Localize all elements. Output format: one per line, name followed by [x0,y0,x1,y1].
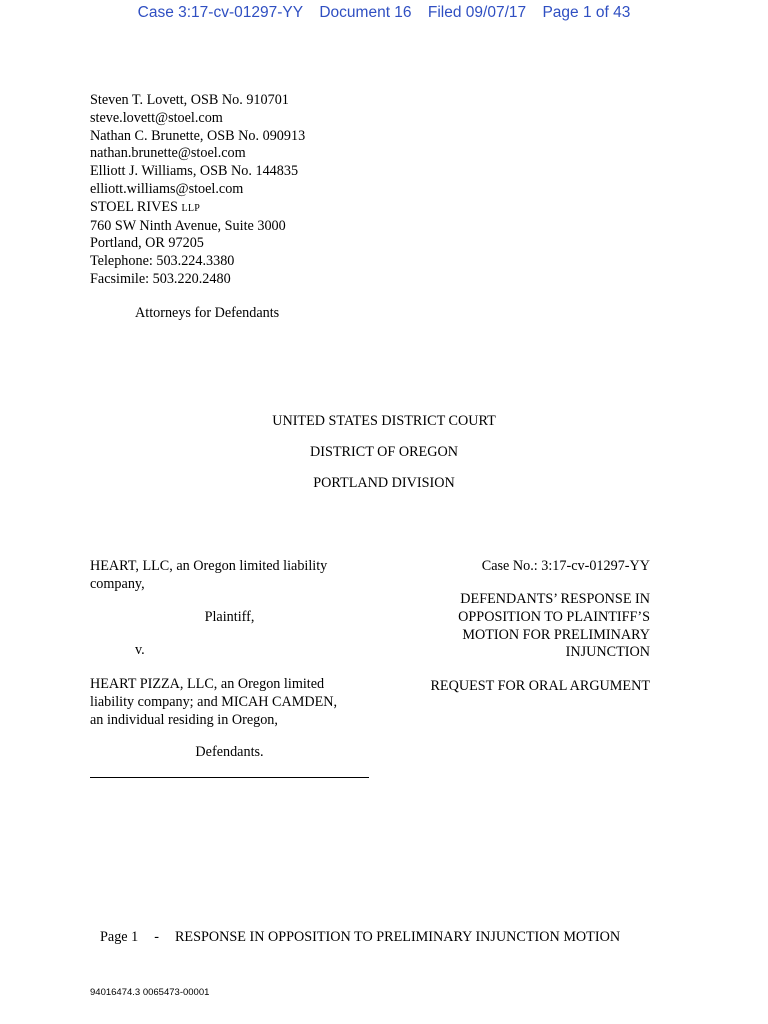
attorneys-for-label: Attorneys for Defendants [135,305,280,321]
attorney-line: Steven T. Lovett, OSB No. 910701 [90,92,289,108]
firm-address: 760 SW Ninth Avenue, Suite 3000 [90,217,286,234]
attorney-email: nathan.brunette@stoel.com [90,145,246,162]
oral-argument-request: REQUEST FOR ORAL ARGUMENT [430,678,650,694]
court-division: PORTLAND DIVISION [313,475,455,491]
document-id: 94016474.3 0065473-00001 [90,987,210,998]
attorney-block [90,92,305,289]
versus-label: v. [135,642,145,658]
court-district: DISTRICT OF OREGON [310,444,458,460]
attorney-email: elliott.williams@stoel.com [90,180,244,197]
firm-city: Portland, OR 97205 [90,235,204,252]
court-name: UNITED STATES DISTRICT COURT [272,413,496,429]
stamp-case-number: Case 3:17-cv-01297-YY [137,4,304,21]
firm-name-text: STOEL RIVES [90,198,178,215]
document-title-line: DEFENDANTS’ RESPONSE IN [460,591,650,607]
plaintiff-role: Plaintiff, [204,609,255,625]
stamp-page-count: Page 1 of 43 [542,4,631,21]
case-number: Case No.: 3:17-cv-01297-YY [481,558,650,574]
firm-facsimile: Facsimile: 503.220.2480 [90,270,231,287]
footer-title: RESPONSE IN OPPOSITION TO PRELIMINARY INJUNCTION MOTION [174,929,621,945]
caption-rule [90,777,369,778]
defendant-line: HEART PIZZA, LLC, an Oregon limited [90,676,325,692]
footer-dash: - [154,929,159,945]
footer-page-label: Page 1 [100,929,139,945]
defendant-description [90,676,337,729]
attorney-line: Nathan C. Brunette, OSB No. 090913 [90,127,306,144]
plaintiff-line: company, [90,575,145,592]
ecf-header-stamp [0,4,768,22]
defendant-role: Defendants. [195,744,264,760]
document-title [458,591,650,662]
attorney-line: Elliott J. Williams, OSB No. 144835 [90,163,299,180]
page-footer [100,929,620,946]
firm-name [90,199,305,218]
defendant-line: liability company; and MICAH CAMDEN, [90,693,338,710]
firm-suffix: LLP [181,202,201,214]
document-title-line: INJUNCTION [565,644,650,661]
stamp-document-number: Document 16 [319,4,412,21]
plaintiff-line: HEART, LLC, an Oregon limited liability [90,558,328,574]
plaintiff-description [90,558,327,594]
document-title-line: OPPOSITION TO PLAINTIFF’S [458,608,650,625]
firm-telephone: Telephone: 503.224.3380 [90,253,235,270]
document-title-line: MOTION FOR PRELIMINARY [462,626,650,643]
attorney-email: steve.lovett@stoel.com [90,109,223,126]
stamp-filed-date: Filed 09/07/17 [427,4,527,21]
defendant-line: an individual residing in Oregon, [90,711,278,728]
